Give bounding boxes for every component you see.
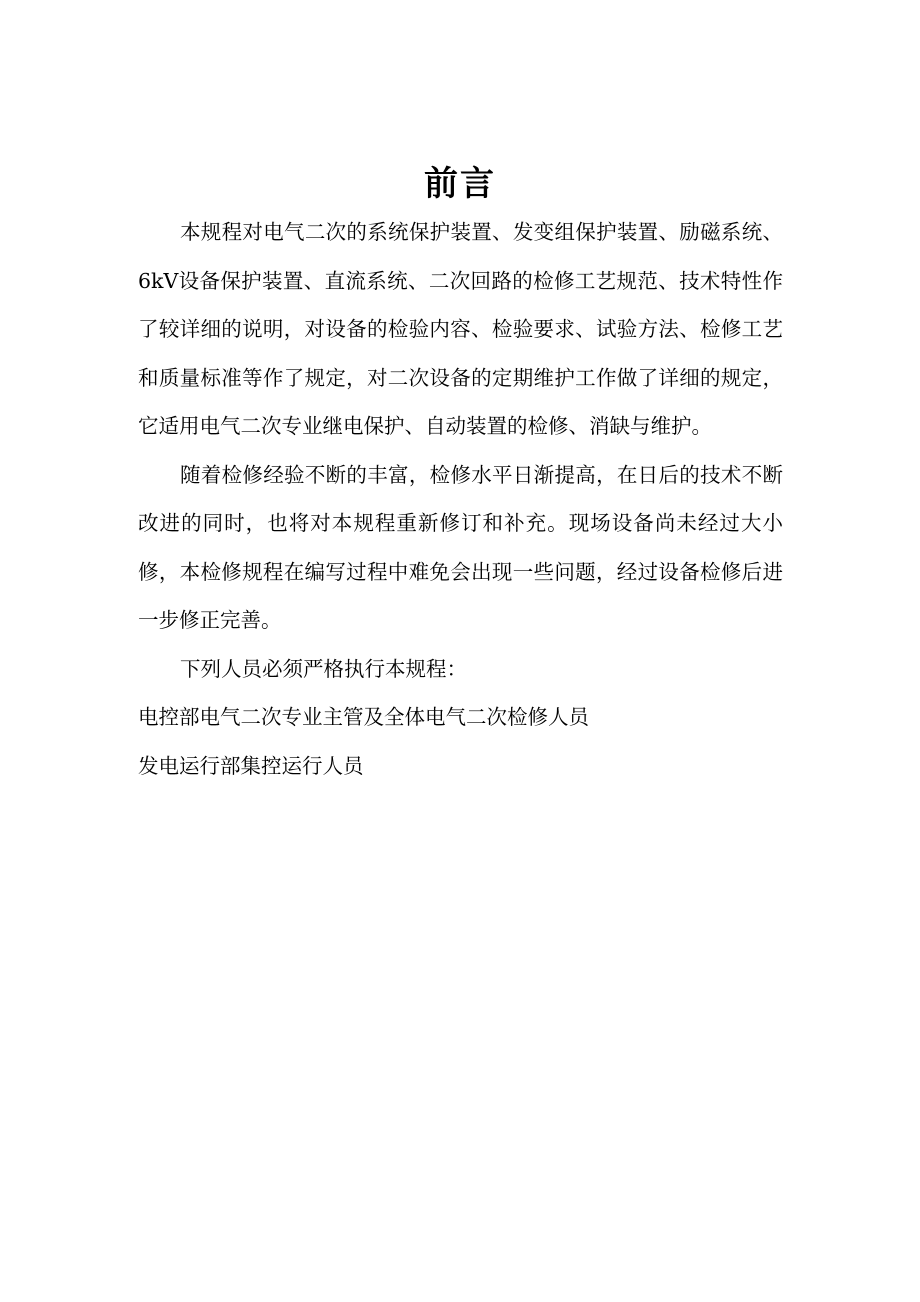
paragraph-scope: 本规程对电气二次的系统保护装置、发变组保护装置、励磁系统、6kV设备保护装置、直流系统、二次回路的检修工艺规范、技术特性作了较详细的说明，对设备的检验内容、检验要求、试验方法、检修工艺和质量标准等作了规定，对二次设备的定期维护工作做了详细的规定，它适用电气二次专业继电保护、自动装置的检修、消缺与维护。 bbox=[138, 220, 783, 438]
personnel-item: 发电运行部集控运行人员 bbox=[138, 753, 364, 778]
page-title: 前言 bbox=[424, 164, 496, 204]
document-body bbox=[138, 208, 783, 790]
personnel-item: 电控部电气二次专业主管及全体电气二次检修人员 bbox=[138, 705, 589, 729]
paragraph-applicability: 下列人员必须严格执行本规程： bbox=[180, 656, 467, 681]
paragraph-revision: 随着检修经验不断的丰富，检修水平日渐提高，在日后的技术不断改进的同时，也将对本规程重新修订和补充。现场设备尚未经过大小修，本检修规程在编写过程中难免会出现一些问题，经过设备检修后进一步修正完善。 bbox=[138, 462, 783, 632]
